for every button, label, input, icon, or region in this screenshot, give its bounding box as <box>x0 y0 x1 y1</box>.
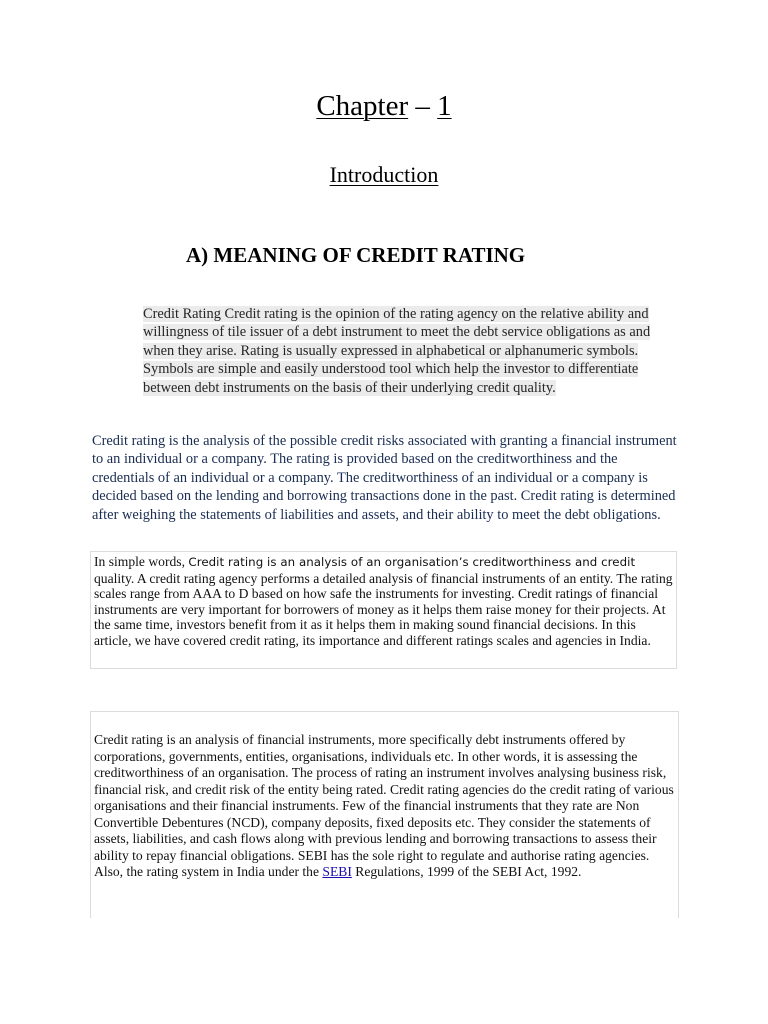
simple-words-box <box>90 551 677 669</box>
chapter-number: 1 <box>437 90 452 122</box>
credit-rating-paragraph: Credit rating is the analysis of the possible credit risks associated with granting a financial instrument to an individual or a company. The rating is provided based on the creditworthiness and the credentials of an individual or a company. The creditworthiness of an individual or a company is decided based on the lending and borrowing transactions done in the past. Credit rating is determined after weighing the statements of liabilities and assets, and their ability to meet the debt obligations. <box>92 433 677 523</box>
simple-words-lead-sans: Credit rating is an analysis of an organisation’s creditworthiness and credit <box>188 555 636 569</box>
introduction-heading <box>0 161 768 189</box>
section-heading: A) MEANING OF CREDIT RATING <box>186 243 526 267</box>
sebi-link[interactable]: SEBI <box>322 864 352 879</box>
chapter-dash: – <box>415 90 430 122</box>
chapter-heading <box>0 88 768 124</box>
analysis-text-before-link: Credit rating is an analysis of financial instruments, more specifically debt instruments offered by corporations, governments, entities, organisations, individuals etc. In other words, it is assessing the creditworthiness of an organisation. The process of rating an instrument involves analysing business risk, financial risk, and credit risk of the entity being rated. Credit rating agencies do the credit rating of various organisations and their financial instruments. Few of the financial instruments that they rate are Non Convertible Debentures (NCD), company deposits, fixed deposits etc. They consider the statements of assets, liabilities, and cash flows along with previous lending and borrowing transactions to assess their ability to repay financial obligations. SEBI has the sole right to regulate and authorise rating agencies. Also, the rating system in India under the <box>94 732 674 879</box>
simple-words-body: quality. A credit rating agency performs a detailed analysis of financial instruments of an entity. The rating scales range from AAA to D based on how safe the instruments for investing. Credit ratings of financial instruments are very important for borrowers of money as it helps them raise money for their projects. At the same time, investors benefit from it as it helps them in making sound financial decisions. In this article, we have covered credit rating, its importance and different ratings scales and agencies in India. <box>94 570 673 648</box>
analysis-box <box>90 711 679 918</box>
chapter-word: Chapter <box>316 90 409 122</box>
analysis-text-after-link: Regulations, 1999 of the SEBI Act, 1992. <box>351 864 582 879</box>
highlighted-paragraph-text: Credit Rating Credit rating is the opinion of the rating agency on the relative ability and willingness of tile issuer of a debt instrument to meet the debt service obligations as and when they arise. Rating is usually expressed in alphabetical or alphanumeric symbols. Symbols are simple and easily understood tool which help the investor to differentiate between debt instruments on the basis of their underlying credit quality. <box>143 306 651 396</box>
introduction-heading-text: Introduction <box>329 162 439 187</box>
highlighted-paragraph <box>143 305 671 397</box>
simple-words-lead: In simple words, <box>94 554 189 569</box>
